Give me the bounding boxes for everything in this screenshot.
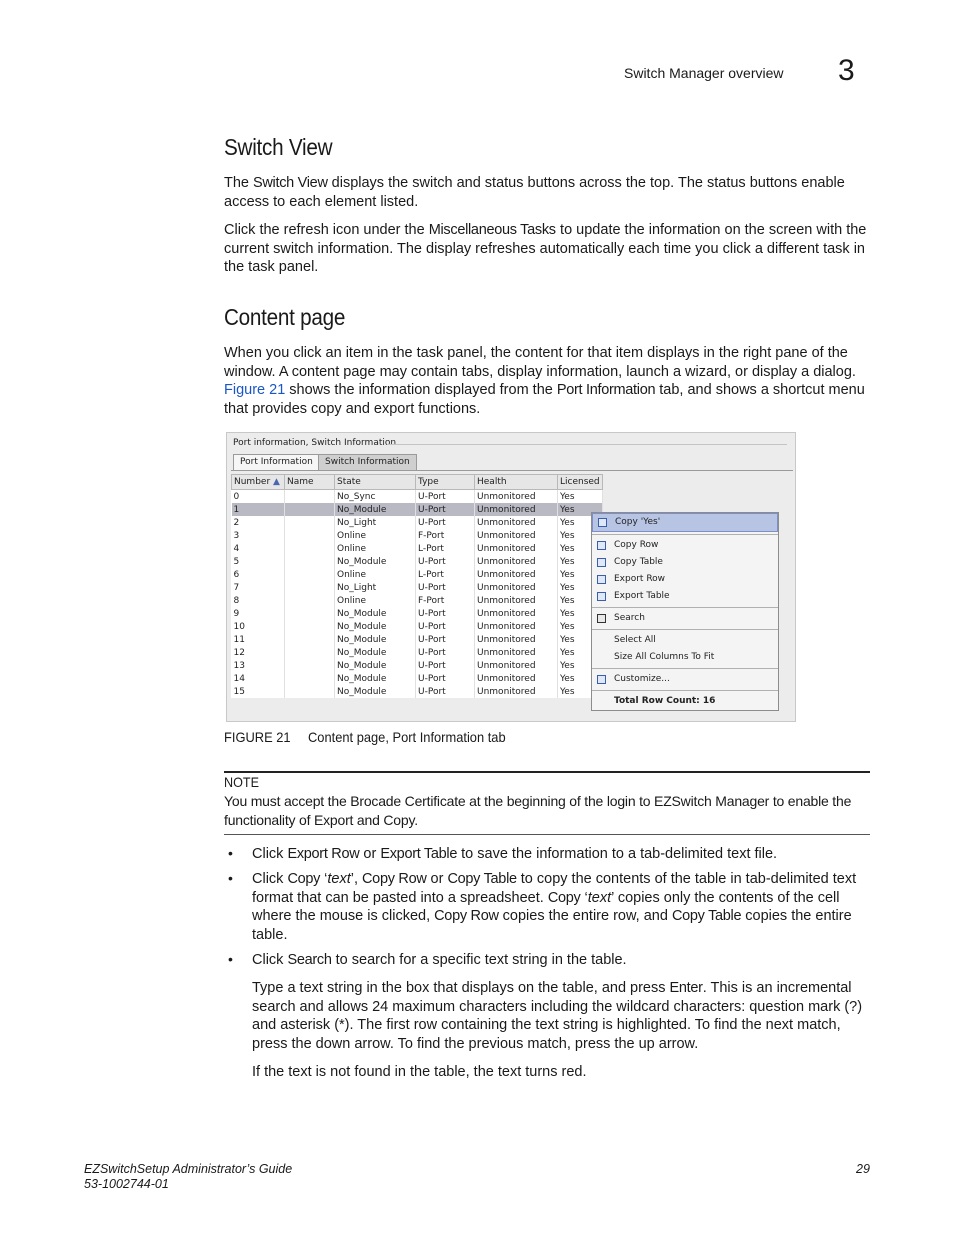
table-cell: L-Port [416, 542, 475, 555]
table-cell: Unmonitored [475, 685, 558, 698]
menu-total-row-count: Total Row Count: 16 [614, 696, 716, 706]
chapter-number: 3 [838, 54, 855, 87]
table-cell: Online [335, 594, 416, 607]
figure-caption: Content page, Port Information tab [308, 729, 506, 745]
table-cell [285, 581, 335, 594]
column-header-name[interactable]: Name [285, 475, 335, 490]
table-cell: Unmonitored [475, 659, 558, 672]
shortcut-menu [591, 512, 779, 711]
table-cell: Yes [558, 620, 603, 633]
table-row[interactable] [232, 529, 603, 542]
bullet-search: Click Search to search for a specific text string in the table. [252, 952, 627, 968]
table-cell: Online [335, 542, 416, 555]
menu-item-copy-value[interactable]: Copy 'Yes' [592, 513, 778, 532]
table-cell: 6 [232, 568, 285, 581]
table-cell: 13 [232, 659, 285, 672]
table-cell: Unmonitored [475, 594, 558, 607]
table-cell: Yes [558, 685, 603, 698]
table-cell: 15 [232, 685, 285, 698]
table-cell: Unmonitored [475, 542, 558, 555]
note-rule-top [224, 771, 870, 773]
table-cell: No_Light [335, 581, 416, 594]
table-cell: No_Module [335, 620, 416, 633]
table-cell: Unmonitored [475, 633, 558, 646]
table-cell: No_Sync [335, 490, 416, 504]
table-cell: 11 [232, 633, 285, 646]
table-cell [285, 620, 335, 633]
table-cell [285, 568, 335, 581]
table-cell [285, 607, 335, 620]
table-cell: Yes [558, 555, 603, 568]
table-cell: Yes [558, 490, 603, 504]
table-cell: Yes [558, 568, 603, 581]
column-header-number[interactable]: Number ▲ [232, 475, 285, 490]
table-cell: Online [335, 529, 416, 542]
table-cell: Yes [558, 659, 603, 672]
table-cell [285, 555, 335, 568]
copy-icon [598, 518, 607, 527]
table-cell: Unmonitored [475, 529, 558, 542]
table-row[interactable] [232, 607, 603, 620]
menu-item-customize[interactable]: Customize... [592, 671, 778, 688]
port-information-screenshot [226, 432, 796, 722]
table-cell: No_Module [335, 555, 416, 568]
ui-term: Port Information [556, 382, 656, 399]
table-cell: Yes [558, 516, 603, 529]
table-row[interactable] [232, 594, 603, 607]
customize-icon [597, 675, 606, 684]
table-row[interactable] [232, 581, 603, 594]
table-cell: U-Port [416, 659, 475, 672]
copy-row-icon [597, 541, 606, 550]
table-cell [285, 490, 335, 504]
table-cell: 5 [232, 555, 285, 568]
bullet-glyph: • [228, 845, 233, 861]
binoculars-icon [597, 614, 606, 623]
switch-view-paragraph-2: Click the refresh icon under the Miscellaneous Tasks to update the information on the screen with the current switch information. The display refreshes automatically each time you click a different task in the task panel. [224, 222, 867, 276]
running-header-section: Switch Manager overview [624, 65, 784, 81]
table-cell: Yes [558, 594, 603, 607]
column-header-state[interactable]: State [335, 475, 416, 490]
table-cell [285, 542, 335, 555]
switch-view-paragraph-1: The Switch View displays the switch and status buttons across the top. The status buttons enable access to each element listed. [224, 175, 845, 210]
table-cell: U-Port [416, 685, 475, 698]
table-row[interactable] [232, 490, 603, 504]
table-cell: 4 [232, 542, 285, 555]
sort-ascending-icon: ▲ [273, 477, 280, 487]
table-cell [285, 516, 335, 529]
table-cell: Unmonitored [475, 581, 558, 594]
bullet-copy: Click Copy ‘text’, Copy Row or Copy Table to copy the contents of the table in tab-delimited text format that can be pasted into a spreadsheet. Copy ‘text’ copies only the contents of the cell where the mouse is clicked, Copy Row copies the entire row, and Copy Table copies the entire table. [252, 871, 857, 943]
table-cell: 8 [232, 594, 285, 607]
table-cell [285, 503, 335, 516]
table-row[interactable] [232, 633, 603, 646]
footer-left: EZSwitchSetup Administrator’s Guide 53-1002744-01 [84, 1162, 293, 1191]
table-cell: Unmonitored [475, 503, 558, 516]
bullet-glyph: • [228, 870, 233, 886]
table-cell: U-Port [416, 620, 475, 633]
panel-title: Port information, Switch Information [233, 438, 397, 448]
content-page-heading: Content page [224, 304, 346, 330]
table-cell: Yes [558, 646, 603, 659]
table-cell: Online [335, 568, 416, 581]
table-cell: Unmonitored [475, 646, 558, 659]
table-row[interactable] [232, 516, 603, 529]
menu-item-copy-row[interactable]: Copy Row [592, 537, 778, 554]
table-cell: 12 [232, 646, 285, 659]
table-cell: U-Port [416, 581, 475, 594]
figure-21-link[interactable]: Figure 21 [224, 382, 286, 399]
note-text: You must accept the Brocade Certificate at the beginning of the login to EZSwitch Manager to enable the functionality of Export and Copy. [224, 793, 852, 828]
table-cell: F-Port [416, 529, 475, 542]
table-cell: 3 [232, 529, 285, 542]
table-cell [285, 633, 335, 646]
table-cell: 2 [232, 516, 285, 529]
table-cell: 7 [232, 581, 285, 594]
menu-item-copy-table[interactable]: Copy Table [592, 554, 778, 571]
tab-switch-information[interactable]: Switch Information [318, 454, 417, 470]
menu-item-size-columns[interactable]: Size All Columns To Fit [614, 652, 715, 662]
table-row[interactable] [232, 620, 603, 633]
table-cell: Unmonitored [475, 607, 558, 620]
table-row[interactable] [232, 568, 603, 581]
tab-port-information[interactable]: Port Information [233, 454, 320, 470]
table-cell: Unmonitored [475, 555, 558, 568]
table-cell: No_Module [335, 659, 416, 672]
export-table-icon [597, 592, 606, 601]
menu-item-export-row[interactable]: Export Row [592, 571, 778, 588]
table-cell: No_Light [335, 516, 416, 529]
table-row[interactable] [232, 659, 603, 672]
table-cell: Yes [558, 503, 603, 516]
table-cell: U-Port [416, 516, 475, 529]
table-cell: Unmonitored [475, 620, 558, 633]
table-row[interactable] [232, 646, 603, 659]
table-header-row [232, 475, 603, 490]
table-cell: Yes [558, 542, 603, 555]
table-cell: U-Port [416, 672, 475, 685]
bullet-export: Click Export Row or Export Table to save the information to a tab-delimited text file. [252, 846, 778, 862]
table-cell: L-Port [416, 568, 475, 581]
search-not-found-paragraph: If the text is not found in the table, the text turns red. [252, 1064, 587, 1080]
ui-term: Switch View [253, 175, 328, 191]
table-cell [285, 646, 335, 659]
note-heading: NOTE [224, 774, 260, 790]
table-cell: U-Port [416, 633, 475, 646]
export-row-icon [597, 575, 606, 584]
table-cell: U-Port [416, 607, 475, 620]
table-cell: No_Module [335, 607, 416, 620]
table-cell: U-Port [416, 646, 475, 659]
note-rule-bottom [224, 834, 870, 835]
table-cell [285, 594, 335, 607]
table-cell [285, 685, 335, 698]
copy-table-icon [597, 558, 606, 567]
table-cell: Yes [558, 581, 603, 594]
menu-item-search[interactable]: Search [592, 610, 778, 627]
table-cell: No_Module [335, 672, 416, 685]
table-cell: Unmonitored [475, 672, 558, 685]
table-row[interactable] [232, 542, 603, 555]
table-cell: F-Port [416, 594, 475, 607]
column-header-type[interactable]: Type [416, 475, 475, 490]
ui-term: Miscellaneous Task [428, 222, 549, 238]
table-cell: Unmonitored [475, 516, 558, 529]
column-header-licensed[interactable]: Licensed [558, 475, 603, 490]
page-number: 29 [856, 1162, 870, 1176]
table-row[interactable] [232, 685, 603, 698]
content-page-paragraph: When you click an item in the task panel, the content for that item displays in the right pane of the window. A content page may contain tabs, display information, launch a wizard, or display a dialog. Figure 21 shows the information displayed from the Port Information tab, and shows a shortcut menu that provides copy and export functions. [224, 345, 865, 417]
table-cell: Yes [558, 633, 603, 646]
table-cell: No_Module [335, 633, 416, 646]
table-row[interactable] [232, 555, 603, 568]
table-cell: 9 [232, 607, 285, 620]
table-cell: Unmonitored [475, 490, 558, 504]
table-cell: Yes [558, 607, 603, 620]
table-cell: Yes [558, 529, 603, 542]
table-row[interactable] [232, 503, 603, 516]
column-header-health[interactable]: Health [475, 475, 558, 490]
table-cell [285, 529, 335, 542]
port-table [231, 474, 603, 698]
table-cell: No_Module [335, 503, 416, 516]
table-cell: U-Port [416, 490, 475, 504]
table-cell: No_Module [335, 646, 416, 659]
table-cell: Unmonitored [475, 568, 558, 581]
menu-item-select-all[interactable]: Select All [614, 635, 656, 645]
table-cell: U-Port [416, 503, 475, 516]
figure-label: FIGURE 21 [224, 729, 291, 745]
menu-item-export-table[interactable]: Export Table [592, 588, 778, 605]
table-cell: 14 [232, 672, 285, 685]
table-cell: Yes [558, 672, 603, 685]
table-cell: No_Module [335, 685, 416, 698]
bullet-glyph: • [228, 951, 233, 967]
table-cell: 10 [232, 620, 285, 633]
table-cell: 0 [232, 490, 285, 504]
switch-view-heading: Switch View [224, 134, 333, 160]
table-cell: 1 [232, 503, 285, 516]
table-row[interactable] [232, 672, 603, 685]
table-cell [285, 672, 335, 685]
table-cell [285, 659, 335, 672]
search-details-paragraph: Type a text string in the box that displays on the table, and press Enter. This is an incremental search and allows 24 maximum characters including the wildcard characters: question mark (?) and asterisk (*). The first row containing the text string is highlighted. To find the next match, press the down arrow. To find the previous match, press the up arrow. [252, 980, 863, 1052]
table-cell: U-Port [416, 555, 475, 568]
